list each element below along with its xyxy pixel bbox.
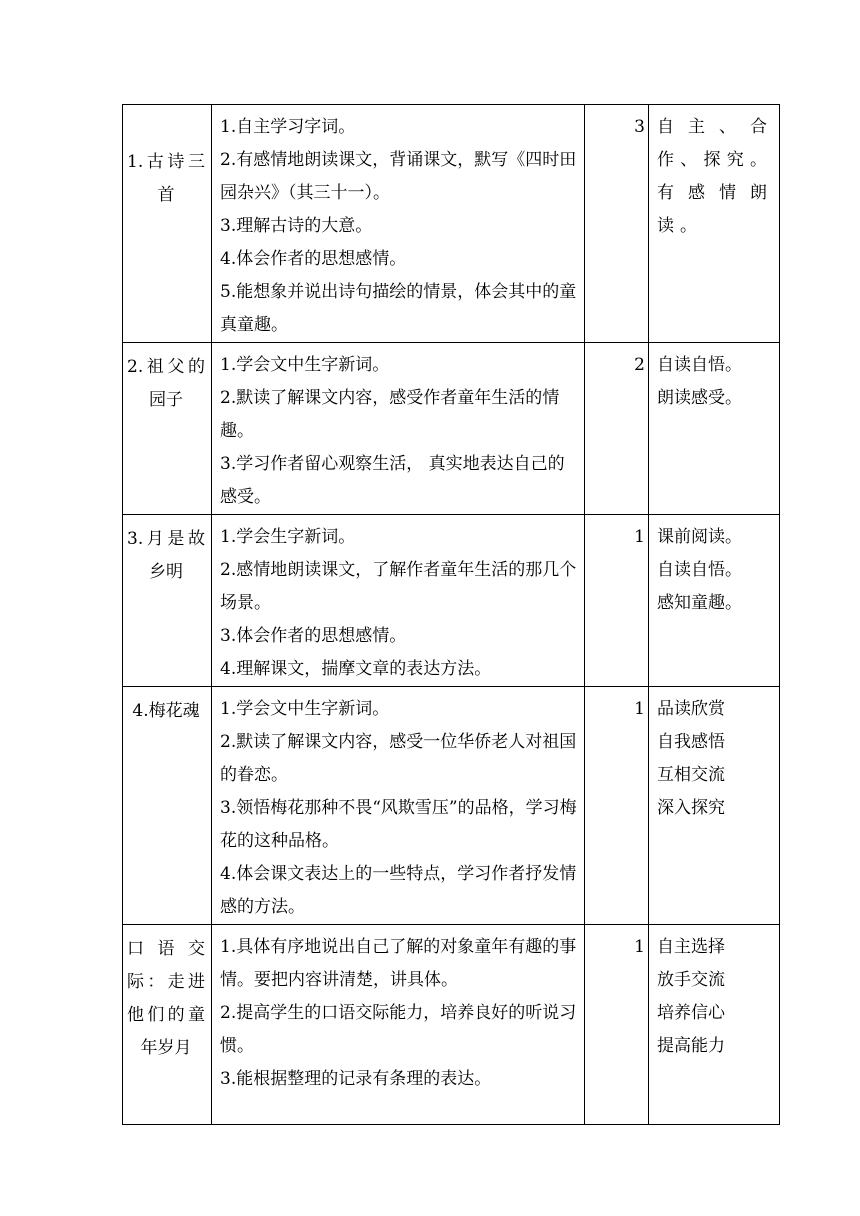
goal-item: 2.默读了解课文内容，感受作者童年生活的情趣。: [220, 388, 560, 441]
method-item: 课前阅读。: [657, 527, 742, 547]
goal-item: 2.默读了解课文内容，感受一位华侨老人对祖国的眷恋。: [220, 732, 577, 785]
lesson-title-cell: [123, 687, 212, 925]
method-item: 感知童趣。: [657, 593, 742, 613]
lesson-title: 口语交际：走进他们的童年岁月: [127, 939, 205, 1058]
method-item: 自我感悟: [657, 732, 725, 752]
table-row: [123, 515, 780, 687]
methods-cell: [649, 515, 780, 687]
method-item: 深入探究: [657, 798, 725, 818]
goal-item: 2.提高学生的口语交际能力，培养良好的听说习惯。: [220, 1003, 577, 1056]
method-item: 提高能力: [657, 1036, 725, 1056]
lesson-title-cell: [123, 515, 212, 687]
method-item: 自读自悟。: [657, 355, 742, 375]
methods-cell: [649, 343, 780, 515]
table-row: [123, 687, 780, 925]
goal-item: 3.理解古诗的大意。: [220, 216, 373, 236]
goal-item: 4.理解课文，揣摩文章的表达方法。: [220, 659, 492, 679]
goals-cell: [212, 687, 585, 925]
goal-item: 2.感情地朗读课文，了解作者童年生活的那几个场景。: [220, 560, 577, 613]
goals-cell: [212, 343, 585, 515]
hours-cell: 3: [585, 105, 649, 343]
method-item: 朗读感受。: [657, 388, 742, 408]
methods-cell: [649, 925, 780, 1125]
lesson-title-cell: [123, 343, 212, 515]
methods-cell: [649, 105, 780, 343]
lesson-title: 4.梅花魂: [132, 701, 200, 721]
lesson-title: 1.古诗三首: [127, 152, 205, 205]
goals-cell: [212, 515, 585, 687]
methods-cell: [649, 687, 780, 925]
table-row: [123, 343, 780, 515]
goal-item: 1.学会文中生字新词。: [220, 699, 390, 719]
goal-item: 4.体会课文表达上的一些特点，学习作者抒发情感的方法。: [220, 864, 577, 917]
goals-cell: [212, 105, 585, 343]
method-item: 自主选择: [657, 937, 725, 957]
lesson-title-cell: [123, 925, 212, 1125]
method-item: 品读欣赏: [657, 699, 725, 719]
goal-item: 3.学习作者留心观察生活， 真实地表达自己的感受。: [220, 454, 565, 507]
goal-item: 1.自主学习字词。: [220, 117, 356, 137]
goal-item: 3.体会作者的思想感情。: [220, 626, 407, 646]
method-item: 培养信心: [657, 1003, 725, 1023]
goal-item: 2.有感情地朗读课文，背诵课文，默写《四时田园杂兴》（其三十一）。: [220, 150, 577, 203]
method-item: 自读自悟。: [657, 560, 742, 580]
goal-item: 3.能根据整理的记录有条理的表达。: [220, 1069, 492, 1089]
goal-item: 4.体会作者的思想感情。: [220, 249, 407, 269]
lesson-title-cell: [123, 105, 212, 343]
goal-item: 3.领悟梅花那种不畏“风欺雪压”的品格，学习梅花的这种品格。: [220, 798, 577, 851]
goal-item: 1.具体有序地说出自己了解的对象童年有趣的事情。要把内容讲清楚，讲具体。: [220, 937, 577, 990]
method-item: 互相交流: [657, 765, 725, 785]
method-item: 放手交流: [657, 970, 725, 990]
table-row: [123, 925, 780, 1125]
goal-item: 1.学会文中生字新词。: [220, 355, 390, 375]
goal-item: 1.学会生字新词。: [220, 527, 356, 547]
lesson-title: 3.月是故乡明: [127, 529, 205, 582]
table-row: [123, 105, 780, 343]
hours-cell: 1: [585, 687, 649, 925]
method-item: 自主、合作、探究。有感情朗读。: [657, 117, 773, 236]
hours-cell: 1: [585, 925, 649, 1125]
hours-cell: 2: [585, 343, 649, 515]
lesson-title: 2.祖父的园子: [127, 357, 205, 410]
goals-cell: [212, 925, 585, 1125]
lesson-plan-table: [122, 104, 780, 1125]
hours-cell: 1: [585, 515, 649, 687]
goal-item: 5.能想象并说出诗句描绘的情景，体会其中的童真童趣。: [220, 282, 577, 335]
